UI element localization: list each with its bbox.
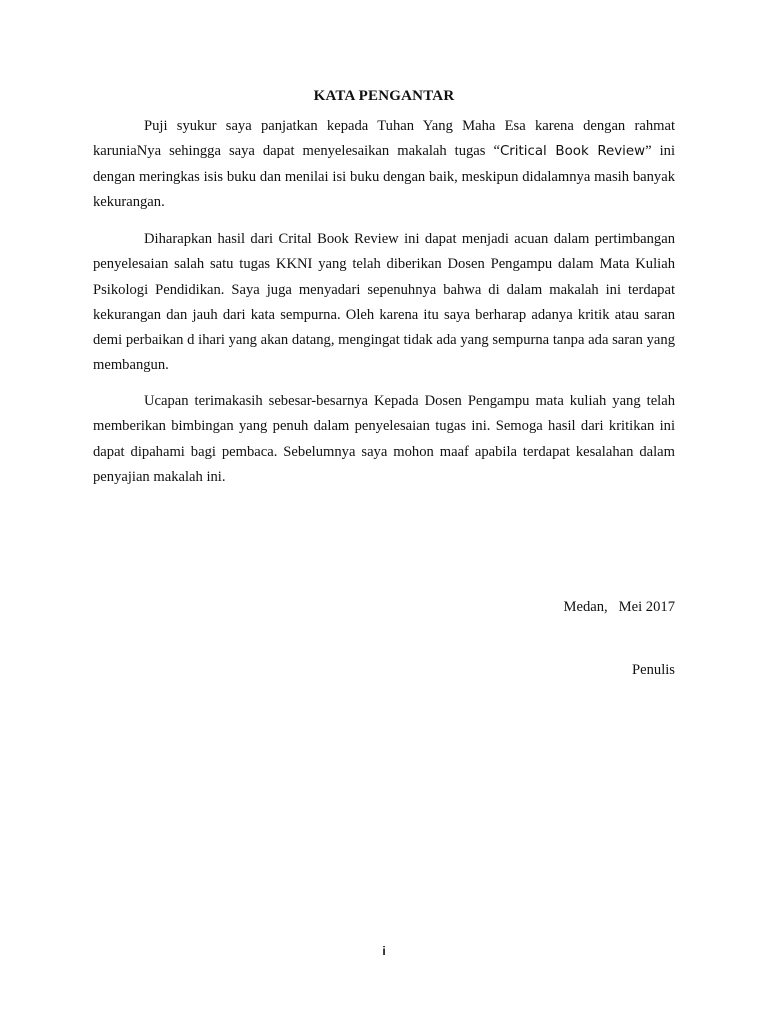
- page-number: i: [382, 944, 386, 958]
- paragraph-intro: [93, 114, 675, 215]
- place-and-date: Medan, Mei 2017: [563, 599, 675, 615]
- paragraph-intro-text-end: ” ini dengan meringkas isis buku dan menilai isi buku dengan baik, meskipun didalamnya masih banyak kekurangan.: [93, 143, 675, 210]
- paragraph-thanks: Ucapan terimakasih sebesar-besarnya Kepada Dosen Pengampu mata kuliah yang telah memberikan bimbingan yang penuh dalam penyelesaian tugas ini. Semoga hasil dari kritikan ini dapat dipahami bagi pembaca. Sebelumnya saya mohon maaf apabila terdapat kesalahan dalam penyajian makalah ini.: [93, 393, 675, 485]
- quoted-book-title: Critical Book Review: [499, 144, 646, 160]
- paragraph-intro-text-start: Puji syukur saya panjatkan kepada Tuhan Yang Maha Esa karena dengan rahmat karuniaNya sehingga saya dapat menyelesaikan makalah tugas “: [93, 118, 675, 160]
- page-title: KATA PENGANTAR: [313, 88, 455, 104]
- author-signature: Penulis: [632, 662, 675, 678]
- paragraph-purpose: Diharapkan hasil dari Crital Book Review ini dapat menjadi acuan dalam pertimbangan penyelesaian salah satu tugas KKNI yang telah diberikan Dosen Pengampu dalam Mata Kuliah Psikologi Pendidikan. Saya juga menyadari sepenuhnya bahwa di dalam makalah ini terdapat kekurangan dan jauh dari kata sempurna. Oleh karena itu saya berharap adanya kritik atau saran demi perbaikan d ihari yang akan datang, mengingat tidak ada yang sempurna tanpa ada saran yang membangun.: [93, 231, 675, 374]
